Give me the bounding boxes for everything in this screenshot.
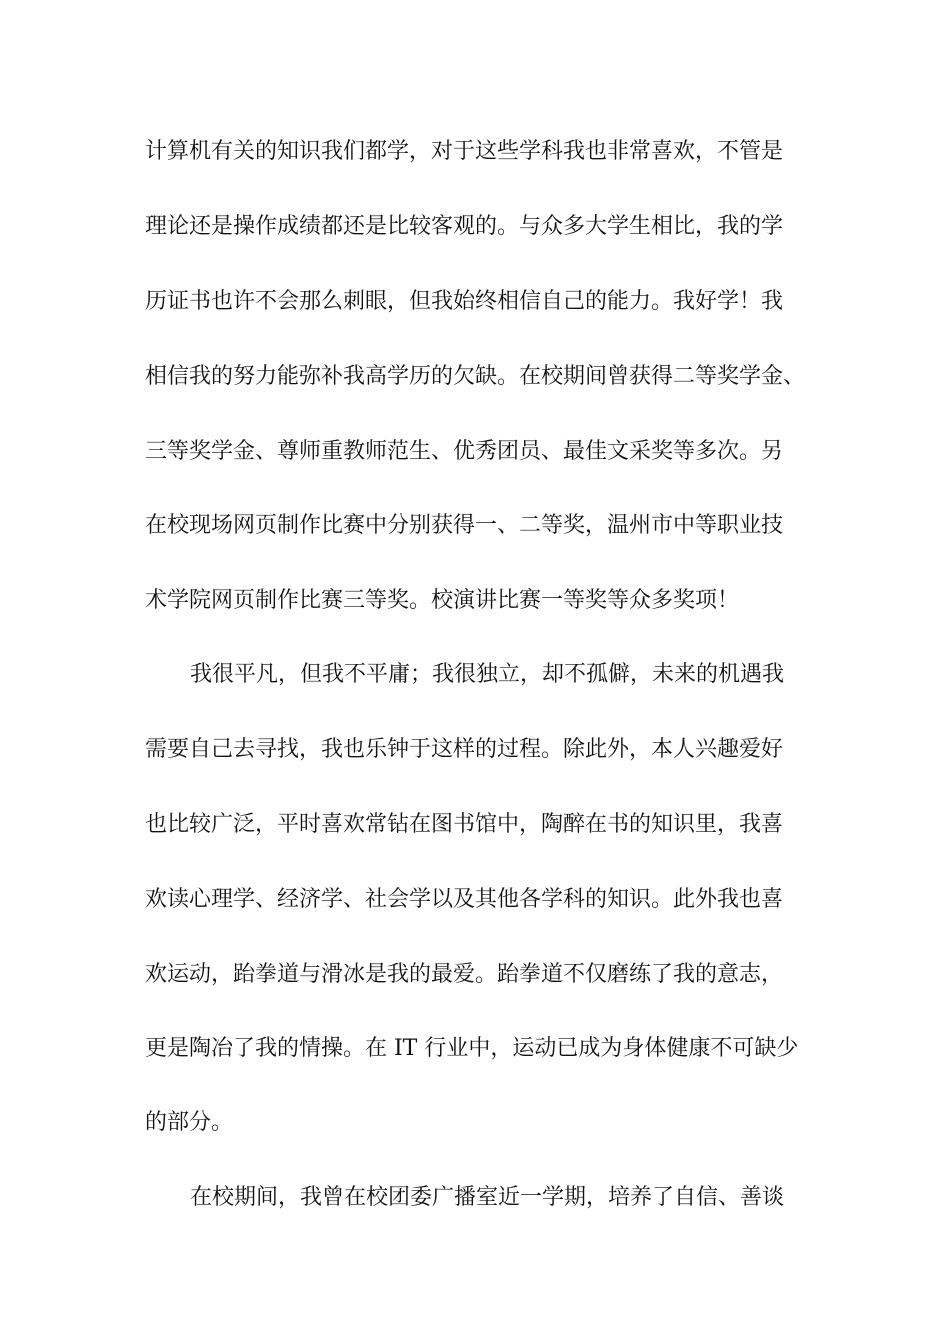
text-line: 理论还是操作成绩都还是比较客观的。与众多大学生相比，我的学 [145,214,784,239]
text-line: 在校现场网页制作比赛中分别获得一、二等奖，温州市中等职业技 [145,513,784,538]
text-line: 更是陶冶了我的情操。在 IT 行业中，运动已成为身体健康不可缺少 [145,1036,799,1061]
text-line: 计算机有关的知识我们都学，对于这些学科我也非常喜欢，不管是 [145,139,784,164]
text-line: 三等奖学金、尊师重教师范生、优秀团员、最佳文采奖等多次。另 [145,439,784,464]
text-line: 术学院网页制作比赛三等奖。校演讲比赛一等奖等众多奖项！ [145,588,740,613]
text-line: 历证书也许不会那么刺眼，但我始终相信自己的能力。我好学！我 [145,289,784,314]
text-line: 的部分。 [145,1110,234,1135]
text-line: 欢运动，跆拳道与滑冰是我的最爱。跆拳道不仅磨练了我的意志， [145,962,784,987]
text-line: 欢读心理学、经济学、社会学以及其他各学科的知识。此外我也喜 [145,887,784,912]
text-line: 相信我的努力能弥补我高学历的欠缺。在校期间曾获得二等奖学金、 [145,364,806,389]
text-line: 需要自己去寻找，我也乐钟于这样的过程。除此外，本人兴趣爱好 [145,737,784,762]
paragraph-first-line: 我很平凡，但我不平庸；我很独立，却不孤僻，未来的机遇我 [190,662,785,687]
text-line: 也比较广泛，平时喜欢常钻在图书馆中，陶醉在书的知识里，我喜 [145,812,784,837]
paragraph-first-line: 在校期间，我曾在校团委广播室近一学期，培养了自信、善谈 [190,1185,785,1210]
